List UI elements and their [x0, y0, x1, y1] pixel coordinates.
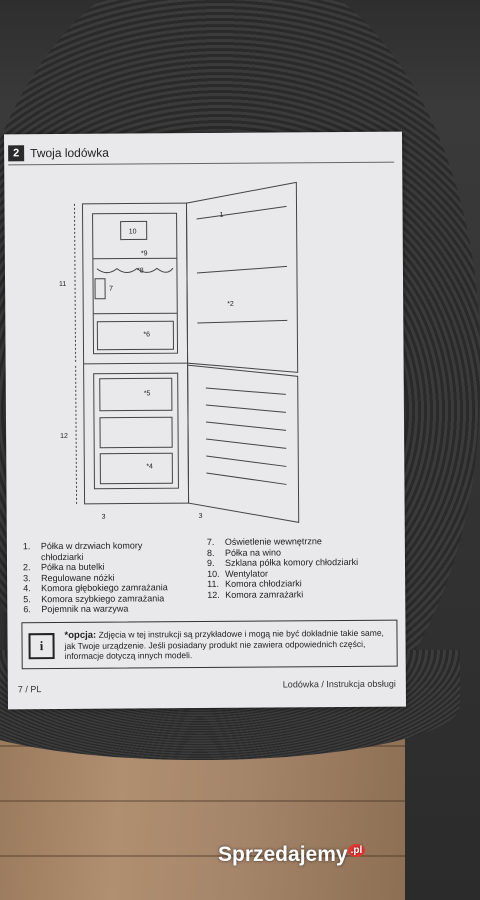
legend-item: 7. Oświetlenie wewnętrzne — [206, 536, 322, 547]
crisper-6 — [97, 321, 173, 350]
label-7: 7 — [109, 285, 114, 293]
dim-line-12 — [76, 366, 77, 504]
label-12: 12 — [60, 432, 68, 441]
note-bold: *opcja: — [64, 629, 97, 641]
info-icon: i — [28, 633, 54, 659]
section-number: 2 — [8, 145, 24, 161]
page-number: 7 / PL — [17, 684, 42, 695]
label-1: 1 — [219, 211, 224, 219]
wine-shelf-8 — [97, 268, 173, 273]
note-body: Zdjęcia w tej instrukcji są przykładowe i mogą nie być dokładnie takie same, jak Twoje urządzenie. Jeśli posiadany produkt nie zawiera odpowiednich części, informacje dotyczą innych modeli. — [64, 627, 384, 661]
label-3a: 3 — [101, 513, 106, 521]
door-shelf-2 — [197, 320, 287, 323]
label-11: 11 — [59, 280, 67, 289]
drawer-5 — [100, 378, 172, 411]
label-4: *4 — [146, 463, 153, 471]
legend-item: 3. Regulowane nóżki — [23, 572, 115, 583]
watermark — [218, 843, 365, 867]
legend-item: 2. Półka na butelki — [22, 561, 105, 573]
drawer-4 — [100, 453, 172, 484]
legend-item: 11. Komora chłodziarki — [207, 578, 302, 589]
note-box — [21, 620, 397, 670]
light-7 — [95, 279, 105, 299]
legend-item-cont: chłodziarki — [40, 551, 84, 562]
freezer-door-shelves — [206, 387, 287, 485]
label-5: *5 — [143, 390, 151, 398]
label-3b: 3 — [198, 513, 203, 521]
section-header — [8, 145, 109, 162]
footer-title: Lodówka / Instrukcja obsługi — [282, 678, 396, 690]
legend-item: 6. Pojemnik na warzywa — [23, 603, 129, 615]
divider — [84, 363, 188, 364]
freezer-inner — [94, 373, 179, 489]
label-2: *2 — [227, 300, 234, 308]
shelf-glass — [93, 313, 177, 314]
legend-item: 1. Półka w drzwiach komory — [22, 540, 143, 552]
note-text — [64, 628, 394, 661]
label-9: *9 — [140, 250, 148, 258]
legend-left — [23, 540, 168, 615]
shelf-9 — [93, 258, 177, 259]
legend-right — [207, 536, 358, 600]
legend-item: 10. Wentylator — [207, 568, 268, 579]
legend-item: 9. Szklana półka komory chłodziarki — [206, 556, 359, 568]
legend-item: 4. Komora głębokiego zamrażania — [23, 582, 168, 594]
legend-item: 5. Komora szybkiego zamrażania — [23, 592, 165, 604]
legend-item: 12. Komora zamrażarki — [207, 588, 304, 600]
manual-page — [4, 132, 406, 710]
header-rule — [8, 162, 394, 166]
label-10: 10 — [128, 228, 137, 236]
door-shelf-1 — [197, 206, 287, 219]
label-6: *6 — [143, 331, 151, 339]
dim-line-11 — [74, 204, 75, 362]
door-shelf-mid — [197, 266, 287, 273]
legend-item: 8. Półka na wino — [206, 546, 282, 558]
watermark-text: Sprzedajemy — [218, 843, 348, 866]
section-title: Twoja lodówka — [30, 145, 109, 161]
label-8: *8 — [136, 267, 144, 275]
drawer-mid — [100, 417, 172, 448]
watermark-suffix: .pl — [348, 844, 366, 857]
fridge-diagram — [59, 172, 317, 534]
fridge-door — [186, 182, 297, 373]
